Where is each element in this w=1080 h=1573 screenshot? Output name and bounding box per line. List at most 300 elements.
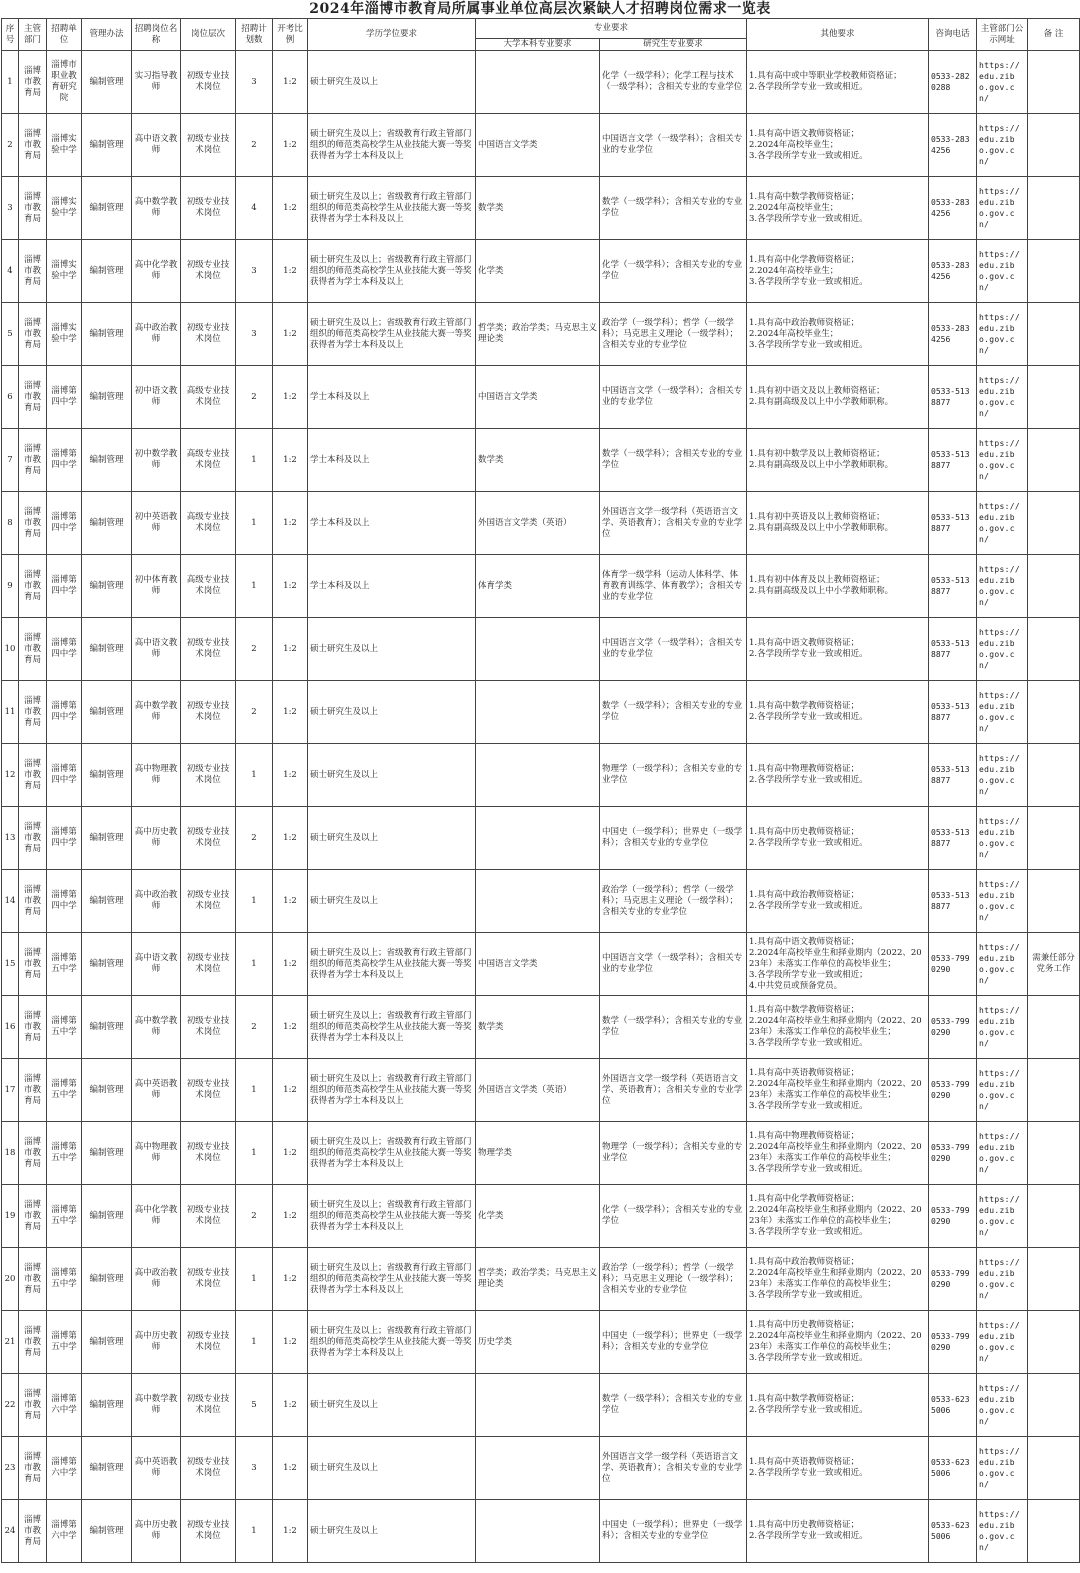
cell-post: 实习指导教师 xyxy=(132,51,181,114)
table-row xyxy=(2,303,1080,366)
cell-tel: 0533-7990290 xyxy=(929,1185,977,1248)
table-row xyxy=(2,240,1080,303)
cell-post: 高中数学教师 xyxy=(132,681,181,744)
cell-ratio: 1:2 xyxy=(273,1374,308,1437)
cell-tel: 0533-7990290 xyxy=(929,996,977,1059)
cell-tel: 0533-2834256 xyxy=(929,240,977,303)
cell-plan: 1 xyxy=(236,933,273,996)
cell-edu: 硕士研究生及以上；省级教育行政主管部门组织的师范类高校学生从业技能大赛一等奖获得者为学士本科及以上 xyxy=(308,1311,476,1374)
cell-plan: 1 xyxy=(236,1059,273,1122)
cell-ratio: 1:2 xyxy=(273,996,308,1059)
table-body xyxy=(2,51,1080,1563)
cell-level: 初级专业技术岗位 xyxy=(181,933,236,996)
cell-level: 初级专业技术岗位 xyxy=(181,618,236,681)
cell-dept: 淄博市教育局 xyxy=(19,366,47,429)
header-note: 备 注 xyxy=(1028,19,1080,51)
cell-mgmt: 编制管理 xyxy=(82,555,132,618)
cell-tel: 0533-7990290 xyxy=(929,1248,977,1311)
cell-other: 1.具有高中化学教师资格证； 2.2024年高校毕业生和择业期内（2022、2023年）未落实工作单位的高校毕业生； 3.各学段所学专业一致或相近。 xyxy=(747,1185,929,1248)
cell-major-ug xyxy=(476,744,600,807)
cell-ratio: 1:2 xyxy=(273,240,308,303)
cell-level: 初级专业技术岗位 xyxy=(181,1311,236,1374)
cell-mgmt: 编制管理 xyxy=(82,1311,132,1374)
cell-dept: 淄博市教育局 xyxy=(19,933,47,996)
header-edu: 学历学位要求 xyxy=(308,19,476,51)
cell-major-ug: 哲学类；政治学类；马克思主义理论类 xyxy=(476,1248,600,1311)
cell-mgmt: 编制管理 xyxy=(82,114,132,177)
cell-note xyxy=(1028,555,1080,618)
cell-mgmt: 编制管理 xyxy=(82,1185,132,1248)
cell-note xyxy=(1028,240,1080,303)
cell-level: 初级专业技术岗位 xyxy=(181,177,236,240)
cell-tel: 0533-2834256 xyxy=(929,303,977,366)
cell-unit: 淄博第四中学 xyxy=(47,618,82,681)
cell-post: 高中语文教师 xyxy=(132,114,181,177)
cell-site: https://edu.zibo.gov.cn/ xyxy=(977,933,1028,996)
cell-unit: 淄博第五中学 xyxy=(47,1311,82,1374)
cell-major-pg: 化学（一级学科）；化学工程与技术（一级学科）；含相关专业的专业学位 xyxy=(600,51,747,114)
cell-site: https://edu.zibo.gov.cn/ xyxy=(977,555,1028,618)
cell-note xyxy=(1028,366,1080,429)
cell-dept: 淄博市教育局 xyxy=(19,51,47,114)
cell-plan: 2 xyxy=(236,681,273,744)
cell-note xyxy=(1028,681,1080,744)
cell-site: https://edu.zibo.gov.cn/ xyxy=(977,492,1028,555)
cell-other: 1.具有高中物理教师资格证； 2.2024年高校毕业生和择业期内（2022、2023年）未落实工作单位的高校毕业生； 3.各学段所学专业一致或相近。 xyxy=(747,1122,929,1185)
header-site: 主管部门公示网址 xyxy=(977,19,1028,51)
cell-site: https://edu.zibo.gov.cn/ xyxy=(977,1185,1028,1248)
cell-mgmt: 编制管理 xyxy=(82,1500,132,1563)
cell-post: 高中英语教师 xyxy=(132,1437,181,1500)
cell-other: 1.具有高中政治教师资格证； 2.2024年高校毕业生和择业期内（2022、2023年）未落实工作单位的高校毕业生； 3.各学段所学专业一致或相近。 xyxy=(747,1248,929,1311)
cell-major-ug xyxy=(476,1500,600,1563)
cell-level: 初级专业技术岗位 xyxy=(181,1185,236,1248)
cell-ratio: 1:2 xyxy=(273,807,308,870)
cell-plan: 1 xyxy=(236,1248,273,1311)
cell-edu: 硕士研究生及以上 xyxy=(308,1437,476,1500)
cell-edu: 硕士研究生及以上；省级教育行政主管部门组织的师范类高校学生从业技能大赛一等奖获得者为学士本科及以上 xyxy=(308,1059,476,1122)
table-row xyxy=(2,1311,1080,1374)
cell-mgmt: 编制管理 xyxy=(82,1437,132,1500)
cell-note xyxy=(1028,996,1080,1059)
cell-dept: 淄博市教育局 xyxy=(19,303,47,366)
cell-dept: 淄博市教育局 xyxy=(19,1437,47,1500)
cell-seq: 15 xyxy=(2,933,19,996)
cell-site: https://edu.zibo.gov.cn/ xyxy=(977,303,1028,366)
table-row xyxy=(2,870,1080,933)
cell-edu: 学士本科及以上 xyxy=(308,555,476,618)
cell-major-ug: 化学类 xyxy=(476,240,600,303)
cell-dept: 淄博市教育局 xyxy=(19,1185,47,1248)
cell-seq: 20 xyxy=(2,1248,19,1311)
cell-edu: 硕士研究生及以上；省级教育行政主管部门组织的师范类高校学生从业技能大赛一等奖获得者为学士本科及以上 xyxy=(308,177,476,240)
cell-seq: 11 xyxy=(2,681,19,744)
cell-plan: 1 xyxy=(236,744,273,807)
cell-level: 高级专业技术岗位 xyxy=(181,366,236,429)
cell-unit: 淄博第五中学 xyxy=(47,1248,82,1311)
cell-note xyxy=(1028,870,1080,933)
cell-level: 高级专业技术岗位 xyxy=(181,492,236,555)
cell-unit: 淄博第六中学 xyxy=(47,1374,82,1437)
cell-post: 高中数学教师 xyxy=(132,177,181,240)
table-row xyxy=(2,933,1080,996)
document-title: 2024年淄博市教育局所属事业单位高层次紧缺人才招聘岗位需求一览表 xyxy=(309,1,771,17)
header-major-pg: 研究生专业要求 xyxy=(600,39,747,51)
cell-plan: 3 xyxy=(236,240,273,303)
cell-major-pg: 中国史（一级学科）；世界史（一级学科）；含相关专业的专业学位 xyxy=(600,1311,747,1374)
cell-edu: 硕士研究生及以上；省级教育行政主管部门组织的师范类高校学生从业技能大赛一等奖获得者为学士本科及以上 xyxy=(308,114,476,177)
cell-major-pg: 政治学（一级学科）；哲学（一级学科）；马克思主义理论（一级学科）；含相关专业的专业学位 xyxy=(600,303,747,366)
cell-major-ug: 外国语言文学类（英语） xyxy=(476,492,600,555)
cell-plan: 1 xyxy=(236,555,273,618)
header-major-ug: 大学本科专业要求 xyxy=(476,39,600,51)
cell-mgmt: 编制管理 xyxy=(82,807,132,870)
header-level: 岗位层次 xyxy=(181,19,236,51)
cell-level: 初级专业技术岗位 xyxy=(181,114,236,177)
cell-other: 1.具有高中政治教师资格证； 2.各学段所学专业一致或相近。 xyxy=(747,870,929,933)
cell-ratio: 1:2 xyxy=(273,681,308,744)
cell-seq: 22 xyxy=(2,1374,19,1437)
cell-plan: 2 xyxy=(236,114,273,177)
cell-post: 初中数学教师 xyxy=(132,429,181,492)
cell-ratio: 1:2 xyxy=(273,366,308,429)
cell-post: 高中英语教师 xyxy=(132,1059,181,1122)
cell-other: 1.具有高中历史教师资格证； 2.2024年高校毕业生和择业期内（2022、2023年）未落实工作单位的高校毕业生； 3.各学段所学专业一致或相近。 xyxy=(747,1311,929,1374)
cell-seq: 6 xyxy=(2,366,19,429)
cell-site: https://edu.zibo.gov.cn/ xyxy=(977,1248,1028,1311)
cell-seq: 8 xyxy=(2,492,19,555)
cell-edu: 学士本科及以上 xyxy=(308,366,476,429)
cell-level: 初级专业技术岗位 xyxy=(181,870,236,933)
cell-ratio: 1:2 xyxy=(273,1248,308,1311)
cell-post: 高中语文教师 xyxy=(132,933,181,996)
cell-major-ug: 化学类 xyxy=(476,1185,600,1248)
table-row xyxy=(2,807,1080,870)
cell-seq: 2 xyxy=(2,114,19,177)
table-row xyxy=(2,744,1080,807)
cell-major-pg: 外国语言文学一级学科（英语语言文学、英语教育）；含相关专业的专业学位 xyxy=(600,492,747,555)
cell-seq: 5 xyxy=(2,303,19,366)
cell-other: 1.具有高中语文教师资格证； 2.2024年高校毕业生； 3.各学段所学专业一致或相近。 xyxy=(747,114,929,177)
cell-edu: 硕士研究生及以上 xyxy=(308,744,476,807)
cell-major-pg: 外国语言文学一级学科（英语语言文学、英语教育）；含相关专业的专业学位 xyxy=(600,1059,747,1122)
cell-major-ug: 数学类 xyxy=(476,177,600,240)
cell-plan: 3 xyxy=(236,1437,273,1500)
cell-other: 1.具有高中数学教师资格证； 2.各学段所学专业一致或相近。 xyxy=(747,1374,929,1437)
cell-level: 初级专业技术岗位 xyxy=(181,1374,236,1437)
cell-major-ug xyxy=(476,1437,600,1500)
cell-note xyxy=(1028,303,1080,366)
cell-ratio: 1:2 xyxy=(273,1437,308,1500)
cell-post: 高中政治教师 xyxy=(132,303,181,366)
cell-site: https://edu.zibo.gov.cn/ xyxy=(977,240,1028,303)
cell-edu: 硕士研究生及以上 xyxy=(308,807,476,870)
cell-major-pg: 外国语言文学一级学科（英语语言文学、英语教育）；含相关专业的专业学位 xyxy=(600,1437,747,1500)
cell-note xyxy=(1028,1311,1080,1374)
cell-major-pg: 中国史（一级学科）；世界史（一级学科）；含相关专业的专业学位 xyxy=(600,807,747,870)
cell-note xyxy=(1028,492,1080,555)
cell-other: 1.具有高中历史教师资格证； 2.各学段所学专业一致或相近。 xyxy=(747,807,929,870)
cell-major-pg: 数学（一级学科）；含相关专业的专业学位 xyxy=(600,1374,747,1437)
cell-level: 初级专业技术岗位 xyxy=(181,807,236,870)
cell-unit: 淄博第四中学 xyxy=(47,681,82,744)
cell-unit: 淄博实验中学 xyxy=(47,114,82,177)
cell-major-ug xyxy=(476,618,600,681)
cell-mgmt: 编制管理 xyxy=(82,1059,132,1122)
cell-unit: 淄博第四中学 xyxy=(47,366,82,429)
table-row xyxy=(2,429,1080,492)
cell-major-ug xyxy=(476,870,600,933)
cell-other: 1.具有高中英语教师资格证； 2.各学段所学专业一致或相近。 xyxy=(747,1437,929,1500)
cell-unit: 淄博第五中学 xyxy=(47,1185,82,1248)
header-post: 招聘岗位名称 xyxy=(132,19,181,51)
cell-post: 高中数学教师 xyxy=(132,996,181,1059)
header-mgmt: 管理办法 xyxy=(82,19,132,51)
cell-edu: 硕士研究生及以上 xyxy=(308,51,476,114)
cell-mgmt: 编制管理 xyxy=(82,303,132,366)
cell-post: 高中历史教师 xyxy=(132,1500,181,1563)
cell-major-ug: 中国语言文学类 xyxy=(476,114,600,177)
cell-level: 高级专业技术岗位 xyxy=(181,555,236,618)
cell-edu: 硕士研究生及以上；省级教育行政主管部门组织的师范类高校学生从业技能大赛一等奖获得者为学士本科及以上 xyxy=(308,1185,476,1248)
cell-major-pg: 数学（一级学科）；含相关专业的专业学位 xyxy=(600,681,747,744)
cell-note xyxy=(1028,1059,1080,1122)
cell-unit: 淄博第五中学 xyxy=(47,1122,82,1185)
cell-unit: 淄博第四中学 xyxy=(47,492,82,555)
cell-unit: 淄博第四中学 xyxy=(47,807,82,870)
cell-unit: 淄博第四中学 xyxy=(47,555,82,618)
table-row xyxy=(2,555,1080,618)
table-row xyxy=(2,1374,1080,1437)
cell-dept: 淄博市教育局 xyxy=(19,429,47,492)
cell-dept: 淄博市教育局 xyxy=(19,618,47,681)
cell-dept: 淄博市教育局 xyxy=(19,177,47,240)
cell-ratio: 1:2 xyxy=(273,51,308,114)
cell-major-pg: 数学（一级学科）；含相关专业的专业学位 xyxy=(600,429,747,492)
cell-post: 高中数学教师 xyxy=(132,1374,181,1437)
table-row xyxy=(2,51,1080,114)
cell-seq: 24 xyxy=(2,1500,19,1563)
cell-edu: 硕士研究生及以上；省级教育行政主管部门组织的师范类高校学生从业技能大赛一等奖获得者为学士本科及以上 xyxy=(308,240,476,303)
cell-tel: 0533-5138877 xyxy=(929,870,977,933)
header-other: 其他要求 xyxy=(747,19,929,51)
cell-plan: 2 xyxy=(236,366,273,429)
cell-mgmt: 编制管理 xyxy=(82,744,132,807)
cell-dept: 淄博市教育局 xyxy=(19,1059,47,1122)
cell-note xyxy=(1028,1248,1080,1311)
cell-plan: 1 xyxy=(236,870,273,933)
cell-mgmt: 编制管理 xyxy=(82,1122,132,1185)
cell-major-pg: 数学（一级学科）；含相关专业的专业学位 xyxy=(600,996,747,1059)
cell-other: 1.具有高中英语教师资格证； 2.2024年高校毕业生和择业期内（2022、2023年）未落实工作单位的高校毕业生； 3.各学段所学专业一致或相近。 xyxy=(747,1059,929,1122)
cell-tel: 0533-5138877 xyxy=(929,555,977,618)
cell-note xyxy=(1028,1500,1080,1563)
cell-major-ug xyxy=(476,1374,600,1437)
cell-level: 高级专业技术岗位 xyxy=(181,429,236,492)
table-row xyxy=(2,1500,1080,1563)
cell-seq: 3 xyxy=(2,177,19,240)
cell-major-pg: 中国史（一级学科）；世界史（一级学科）；含相关专业的专业学位 xyxy=(600,1500,747,1563)
cell-seq: 14 xyxy=(2,870,19,933)
cell-level: 初级专业技术岗位 xyxy=(181,51,236,114)
cell-unit: 淄博第五中学 xyxy=(47,1059,82,1122)
header-unit: 招聘单位 xyxy=(47,19,82,51)
cell-site: https://edu.zibo.gov.cn/ xyxy=(977,1437,1028,1500)
cell-mgmt: 编制管理 xyxy=(82,240,132,303)
cell-plan: 3 xyxy=(236,303,273,366)
table-row xyxy=(2,1059,1080,1122)
cell-major-pg: 体育学一级学科（运动人体科学、体育教育训练学、体育教学）；含相关专业的专业学位 xyxy=(600,555,747,618)
cell-dept: 淄博市教育局 xyxy=(19,240,47,303)
cell-major-ug: 历史学类 xyxy=(476,1311,600,1374)
cell-mgmt: 编制管理 xyxy=(82,933,132,996)
table-row xyxy=(2,1122,1080,1185)
cell-seq: 23 xyxy=(2,1437,19,1500)
cell-ratio: 1:2 xyxy=(273,1059,308,1122)
cell-mgmt: 编制管理 xyxy=(82,492,132,555)
cell-post: 高中化学教师 xyxy=(132,1185,181,1248)
cell-note xyxy=(1028,177,1080,240)
cell-note: 需兼任部分党务工作 xyxy=(1028,933,1080,996)
cell-major-pg: 政治学（一级学科）；哲学（一级学科）；马克思主义理论（一级学科）；含相关专业的专业学位 xyxy=(600,1248,747,1311)
cell-ratio: 1:2 xyxy=(273,114,308,177)
cell-major-ug: 中国语言文学类 xyxy=(476,366,600,429)
cell-dept: 淄博市教育局 xyxy=(19,870,47,933)
cell-edu: 硕士研究生及以上；省级教育行政主管部门组织的师范类高校学生从业技能大赛一等奖获得者为学士本科及以上 xyxy=(308,303,476,366)
cell-post: 高中物理教师 xyxy=(132,744,181,807)
cell-major-ug: 外国语言文学类（英语） xyxy=(476,1059,600,1122)
cell-note xyxy=(1028,744,1080,807)
cell-other: 1.具有高中物理教师资格证； 2.各学段所学专业一致或相近。 xyxy=(747,744,929,807)
cell-tel: 0533-5138877 xyxy=(929,681,977,744)
cell-note xyxy=(1028,429,1080,492)
cell-ratio: 1:2 xyxy=(273,1122,308,1185)
cell-dept: 淄博市教育局 xyxy=(19,681,47,744)
table-row xyxy=(2,1248,1080,1311)
cell-note xyxy=(1028,618,1080,681)
cell-other: 1.具有初中数学及以上教师资格证； 2.具有副高级及以上中小学教师职称。 xyxy=(747,429,929,492)
cell-tel: 0533-5138877 xyxy=(929,366,977,429)
cell-site: https://edu.zibo.gov.cn/ xyxy=(977,366,1028,429)
cell-edu: 硕士研究生及以上 xyxy=(308,1374,476,1437)
cell-tel: 0533-7990290 xyxy=(929,1059,977,1122)
cell-level: 初级专业技术岗位 xyxy=(181,303,236,366)
cell-level: 初级专业技术岗位 xyxy=(181,744,236,807)
cell-dept: 淄博市教育局 xyxy=(19,996,47,1059)
table-row xyxy=(2,996,1080,1059)
cell-mgmt: 编制管理 xyxy=(82,996,132,1059)
cell-other: 1.具有高中化学教师资格证； 2.2024年高校毕业生； 3.各学段所学专业一致或相近。 xyxy=(747,240,929,303)
cell-site: https://edu.zibo.gov.cn/ xyxy=(977,870,1028,933)
cell-note xyxy=(1028,51,1080,114)
cell-major-ug xyxy=(476,807,600,870)
cell-tel: 0533-6235006 xyxy=(929,1374,977,1437)
header-dept: 主管部门 xyxy=(19,19,47,51)
cell-mgmt: 编制管理 xyxy=(82,366,132,429)
recruitment-table xyxy=(1,18,1080,1563)
cell-other: 1.具有高中数学教师资格证； 2.2024年高校毕业生； 3.各学段所学专业一致或相近。 xyxy=(747,177,929,240)
cell-plan: 2 xyxy=(236,618,273,681)
cell-seq: 21 xyxy=(2,1311,19,1374)
cell-tel: 0533-2834256 xyxy=(929,114,977,177)
cell-dept: 淄博市教育局 xyxy=(19,1122,47,1185)
table-row xyxy=(2,1185,1080,1248)
cell-site: https://edu.zibo.gov.cn/ xyxy=(977,1122,1028,1185)
cell-edu: 硕士研究生及以上 xyxy=(308,618,476,681)
cell-ratio: 1:2 xyxy=(273,870,308,933)
cell-ratio: 1:2 xyxy=(273,492,308,555)
header-major: 专业要求 xyxy=(476,19,747,39)
cell-seq: 12 xyxy=(2,744,19,807)
cell-major-ug: 数学类 xyxy=(476,429,600,492)
cell-post: 初中体育教师 xyxy=(132,555,181,618)
cell-tel: 0533-2820288 xyxy=(929,51,977,114)
cell-edu: 硕士研究生及以上 xyxy=(308,681,476,744)
cell-dept: 淄博市教育局 xyxy=(19,807,47,870)
cell-major-pg: 化学（一级学科）；含相关专业的专业学位 xyxy=(600,240,747,303)
cell-level: 初级专业技术岗位 xyxy=(181,1248,236,1311)
cell-ratio: 1:2 xyxy=(273,618,308,681)
cell-level: 初级专业技术岗位 xyxy=(181,240,236,303)
cell-plan: 4 xyxy=(236,177,273,240)
cell-edu: 硕士研究生及以上；省级教育行政主管部门组织的师范类高校学生从业技能大赛一等奖获得者为学士本科及以上 xyxy=(308,1122,476,1185)
cell-seq: 18 xyxy=(2,1122,19,1185)
table-row xyxy=(2,1437,1080,1500)
header-ratio: 开考比例 xyxy=(273,19,308,51)
cell-site: https://edu.zibo.gov.cn/ xyxy=(977,1059,1028,1122)
cell-ratio: 1:2 xyxy=(273,555,308,618)
cell-tel: 0533-7990290 xyxy=(929,1122,977,1185)
cell-edu: 硕士研究生及以上 xyxy=(308,1500,476,1563)
cell-unit: 淄博市职业教育研究院 xyxy=(47,51,82,114)
cell-unit: 淄博实验中学 xyxy=(47,303,82,366)
cell-seq: 4 xyxy=(2,240,19,303)
cell-mgmt: 编制管理 xyxy=(82,177,132,240)
cell-major-ug: 哲学类；政治学类；马克思主义理论类 xyxy=(476,303,600,366)
cell-post: 高中语文教师 xyxy=(132,618,181,681)
cell-other: 1.具有高中数学教师资格证； 2.各学段所学专业一致或相近。 xyxy=(747,681,929,744)
cell-edu: 硕士研究生及以上；省级教育行政主管部门组织的师范类高校学生从业技能大赛一等奖获得者为学士本科及以上 xyxy=(308,1248,476,1311)
cell-ratio: 1:2 xyxy=(273,429,308,492)
cell-note xyxy=(1028,1374,1080,1437)
cell-post: 高中政治教师 xyxy=(132,1248,181,1311)
cell-ratio: 1:2 xyxy=(273,177,308,240)
cell-mgmt: 编制管理 xyxy=(82,1374,132,1437)
cell-tel: 0533-6235006 xyxy=(929,1500,977,1563)
cell-other: 1.具有高中语文教师资格证； 2.各学段所学专业一致或相近。 xyxy=(747,618,929,681)
cell-ratio: 1:2 xyxy=(273,1185,308,1248)
cell-note xyxy=(1028,807,1080,870)
cell-seq: 10 xyxy=(2,618,19,681)
cell-other: 1.具有高中历史教师资格证； 2.各学段所学专业一致或相近。 xyxy=(747,1500,929,1563)
cell-mgmt: 编制管理 xyxy=(82,870,132,933)
cell-dept: 淄博市教育局 xyxy=(19,1500,47,1563)
cell-major-pg: 物理学（一级学科）；含相关专业的专业学位 xyxy=(600,1122,747,1185)
cell-post: 高中物理教师 xyxy=(132,1122,181,1185)
cell-mgmt: 编制管理 xyxy=(82,681,132,744)
cell-other: 1.具有初中体育及以上教师资格证； 2.具有副高级及以上中小学教师职称。 xyxy=(747,555,929,618)
header-tel: 咨询电话 xyxy=(929,19,977,51)
cell-major-ug: 中国语言文学类 xyxy=(476,933,600,996)
header-seq: 序号 xyxy=(2,19,19,51)
cell-level: 初级专业技术岗位 xyxy=(181,1059,236,1122)
cell-major-ug: 物理学类 xyxy=(476,1122,600,1185)
cell-tel: 0533-5138877 xyxy=(929,744,977,807)
cell-site: https://edu.zibo.gov.cn/ xyxy=(977,177,1028,240)
cell-unit: 淄博第五中学 xyxy=(47,996,82,1059)
cell-plan: 2 xyxy=(236,996,273,1059)
cell-tel: 0533-5138877 xyxy=(929,429,977,492)
